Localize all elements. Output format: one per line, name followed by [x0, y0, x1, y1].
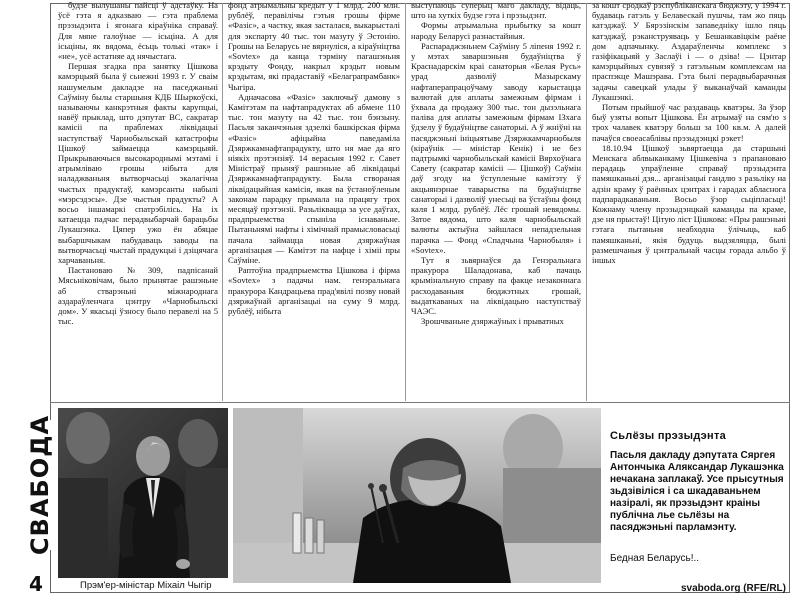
newspaper-masthead	[26, 414, 54, 556]
paragraph: Распараджэньнем Саўміну 5 ліпеня 1992 г. у мэтах заваршэньня будаўніцтва ў Краснадарскім краі санаторыя «Белая Русь» урад дазволіў Мазырскаму нафтаперапрацоўчаму заводу карыстацца валютай для аплаты замежным фірмам і ўхвала да продажу 300 тыс. тон дызэльнага паліва для аплаты замежным фірмам ІЗхага ўдзелу ў будаўніцтве санаторыі. А ў жніўні на пасяджэньні ініцыятыве Дзяржкамчарнобыля (кіраўнік — міністар Кенік) і не без падтрымкі чарнобыльскай камісіі Вярхоўнага Савету (сакратар камісіі — Цішкоў) Саўмін даў згоду на ўступленьне камітэту ў акцыянэрнае таварыства па будаўніцтве санаторыі і дазволіў унесьці ва ўстаўны фонд каля 1 млрд. рублёў. Лёс грошай невядомы. Затое вядома, што каля чарнобыльскай валюты актыўна зайшлася непадзельная парачка — Фонд «Спадчына Чарнобыля» і «Sovtex».	[411, 40, 581, 255]
sidebar-lead: Пасьля дакладу дэпутата Сяргея Антончыка Аляксандар Лукашэнка нечакана заплакаў. Усе прысутныя зьдзівіліся і са шкадаваньнем назіралі, як прэзыдэнт краіны публічна лье сьлёзы на пасяджэньні парламэнту.	[610, 450, 784, 533]
paragraph: Пастановаю №309, падпісанай Мясьніковічам, было прынятае рашэньне аб стварэньні міжнароднага аздараўленчага цэнтру «Чарнобыльскі дом». У якасьці ўзносу было перавелі на 5 тыс.	[58, 265, 218, 327]
paragraph: выступаюць суперыц маго дакладу, відаць, што на хуткіх будзе гэта і прэзыдэнт.	[411, 0, 581, 21]
masthead-text: СВАБОДА	[26, 414, 54, 556]
paragraph: за кошт сродкаў рэспубліканскага бюджэту, у 1994 г. будаваць гатэль у Белавескай пушчы, там жо пяць катэджаў. У Бярэзінскім запаведніку ішло пяць катэджаў, рэканструяваць у Бешанкавіцкім раёне дом адпачынку. Аздараўленчы комплекс з газіфікацыяй у Заслаўі і — о дзіва! — Цэнтар камэрцыйных сувязяў з гатэльным комплексам на праспэкце Машэрава. Гэта былі перадвыбарачныя задачы савецкай улады ў выканаўчай каманды Лукашэнкі.	[592, 0, 786, 102]
paragraph: 18.10.94 Цішкоў зьвяртаецца да старшыні Менскага аблвыканкаму Цішкевіча з прапановаю перадаць упраўленне справаў прэзыдэнта памяшканьні дзя... арганізацыі гандлю з разьліку на адзін краму ў раённых цэнтрах і гарадах абласнога падпарадкаваньня. Восьо ўзор сьціпласьці! Кожнаму члену прэзыдэнцкай каманды па краме, дзе ня прыстаў! Цітую ліст Цішкова: «Пры рашэньні гэтага пытаньня неабходна ўлічыць, каб памяшканьні, якія будуць выдзяляцца, былі размешчаныя ў цэнтральнай часцы горада альбо ў іншых	[592, 142, 786, 266]
article-column-1	[58, 0, 218, 398]
paragraph: Тут я зьвярнаўся да Генэральнага пракурора Шаладонава, каб пачаць крымінальную справу па факце незаконнага расходаваньня бюджэтных грошай, выдаткаваных на ліквідацыю наступстваў ЧАЭС.	[411, 255, 581, 317]
paragraph: Формы атрымальна прыбытку за кошт народу Беларусі разнастайныя.	[411, 20, 581, 41]
column-rule	[222, 3, 223, 401]
paragraph: Першая згадка пра занятку Цішкова камэрцыяй была ў сьнежні 1993 г. У сваім нашумелым дакладзе на паседжаньні Саўміну былы старшыня КДБ Шыркоўскі, называючы канкрэтныя факты карупцыі, навёў прыклад, што дэпутат ВС, сакратар камісіі па праблемах ліквідацыі наступстваў Чарнобыльскай катастрофы Цішкоў займаецца камэрцыяй. Прыкрываючыся высокароднымі мэтамі і атрымліваю грошы нібыта для наладжваньня вытворчасьці экалагічна чыстых прадуктаў, камэрсанты набылі «мэрсэдэсы». Дзе чыстыя прадукты? А восьо іншамаркі спатрэбілісь. На іх катаецца падчас перадвыбарчай барацьбы Лукашэнка. Цяпер ужо ён абяцае выбаршчыкам пабудаваць заводы па вытворчасьці чыстай прадукцыі і дзіцячага харчаваньня.	[58, 61, 218, 266]
photo-president-parliament	[233, 408, 601, 583]
paragraph: фонд атрымальны кредыт у 1 млрд. 200 млн. рублёў, перавілічы гэтыя грошы фірме «Фазіс», а частку, якая засталася, выкарысталі для экспарту 40 тыс. тон мазуту ў Эстонію. Грошы на Беларусь не вярнуліся, а кіраўніцтва «Sovtex» да канца тэрміну пагашэньня крэдыту Фонду, накрыл крэдыт новым крэдытам, які прадаставіў «Белаграпрамбанк» Чыгіра.	[228, 0, 400, 92]
column-rule	[586, 3, 587, 401]
sidebar-title: Сьлёзы прэзыдэнта	[610, 430, 727, 442]
page-number: 4	[29, 572, 43, 596]
paragraph: Потым прыйшоў час раздаваць кватэры. За ўзор быў узяты вопыт Цішкова. Ён атрымаў на сям'ю з трох чалавек кватэру больш за 100 кв.м. А далей пачаўся своеасаблівы прэзыдэнцкі рэкет!	[592, 102, 786, 143]
paragraph: Зрошчваньне дзяржаўных і прыватных	[421, 316, 564, 327]
column-rule	[405, 3, 406, 401]
source-credit: svaboda.org (RFE/RL)	[680, 583, 786, 594]
paragraph: Раптоўна прадпрыемства Цішкова і фірма «Sovtex» з падачы нам. генэральнага пракурора Кандрацьева прад'явілі позву новай дзяржаўнай арганізацыі на суму 9 млрд. рублёў, нібыта	[228, 265, 400, 317]
article-column-3	[411, 0, 581, 398]
article-column-4	[592, 0, 786, 398]
photo-caption: Прэм'ер-міністар Міхаіл Чыгір	[80, 580, 212, 591]
horizontal-rule	[50, 402, 790, 403]
article-column-2	[228, 0, 400, 398]
sidebar-tagline: Бедная Беларусь!..	[610, 553, 700, 564]
photo-prime-minister	[58, 408, 228, 578]
paragraph: Адначасова «Фазіс» заключыў дамову з Камітэтам па нафтапрадуктах аб абмене 110 тыс. тон мазуту на 42 тыс. тон бэнзыну. Пасьля заканчэньня здзелкі башкірская фірма «Фазіс» афіцыйна паведаміла Дзяржкамнафтапрадукту, што ня мае да яго ніякіх прэтэнзіяў. 14 верасьня 1992 г. Савет Міністраў прыняў рашэньне аб ліквідацыі Дзяржкамнафтапрадукту. Была створаная ліквідацыйная камісія, якая ва ўстаноўленым законам парадку прымала на працягу трох месяцаў прэтэнзіі. Разьліквацца за усе даўгах, прадпрыемства спыніла існаваньне. Пытаньнямі нафты і хімічнай прамысловасьці пачала займацца новая дзяржаўная арганізацыя — Камітэт па нафце і хіміі пры Саўміне.	[228, 91, 400, 266]
paragraph: будзе вылушаны пайсці ў адстаўку. На ўсё гэта я адказваю — гэта праблема прэзыдэнта і ягонага кіраўніка справаў. Для мяне галоўнае — ісьціна. А для ісьціны, як вядома, ёсьць толькі «так» і «не», усё астатняе ад нячыстага.	[58, 0, 218, 62]
